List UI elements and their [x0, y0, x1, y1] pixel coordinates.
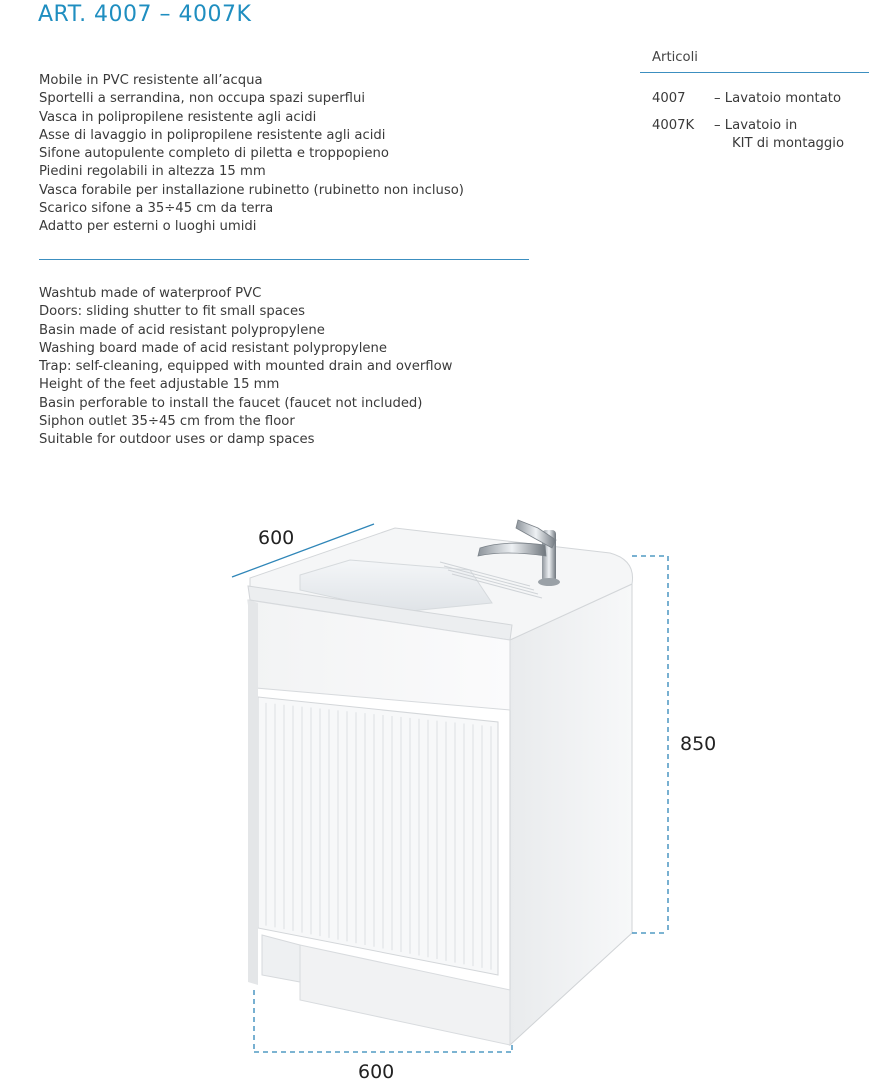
desc-en-line: Washtub made of waterproof PVC	[39, 286, 262, 301]
desc-it-line: Mobile in PVC resistente all’acqua	[39, 73, 263, 88]
desc-it-line: Piedini regolabili in altezza 15 mm	[39, 164, 266, 180]
desc-it-line: Sifone autopulente completo di piletta e troppopieno	[39, 146, 389, 162]
depth-dimension-label: 600	[258, 527, 295, 549]
desc-it-line: Asse di lavaggio in polipropilene resistente agli acidi	[39, 127, 386, 143]
desc-en-line: Basin perforable to install the faucet (faucet not included)	[39, 395, 423, 411]
desc-it-line: Vasca in polipropilene resistente agli acidi	[39, 109, 317, 125]
page-title: ART. 4007 – 4007K	[38, 2, 252, 27]
desc-en-line: Trap: self-cleaning, equipped with mounted drain and overflow	[39, 359, 453, 375]
sliding-shutter-door	[258, 697, 498, 975]
desc-en-line: Siphon outlet 35÷45 cm from the floor	[39, 414, 295, 430]
desc-it-line: Scarico sifone a 35÷45 cm da terra	[39, 201, 274, 217]
article-description: – Lavatoio in	[714, 118, 798, 133]
article-code: 4007K	[652, 118, 695, 133]
desc-en-line: Height of the feet adjustable 15 mm	[39, 377, 280, 393]
cabinet-side-panel	[510, 584, 632, 1045]
height-dimension-label: 850	[680, 733, 717, 755]
article-code: 4007	[652, 91, 686, 106]
desc-en-line: Doors: sliding shutter to fit small spaces	[39, 304, 306, 320]
desc-it-line: Adatto per esterni o luoghi umidi	[39, 219, 257, 235]
cabinet-left-frame	[248, 600, 258, 985]
width-dimension-label: 600	[358, 1061, 395, 1083]
desc-it-line: Sportelli a serrandina, non occupa spazi superflui	[39, 91, 365, 107]
desc-it-line: Vasca forabile per installazione rubinetto (rubinetto non incluso)	[39, 182, 464, 198]
desc-en-line: Suitable for outdoor uses or damp spaces	[39, 432, 315, 448]
desc-en-line: Washing board made of acid resistant polypropylene	[39, 340, 387, 356]
article-description: – Lavatoio montato	[714, 91, 842, 106]
cabinet-base-opening	[262, 935, 300, 982]
desc-en-line: Basin made of acid resistant polypropylene	[39, 322, 325, 338]
article-description-cont: KIT di montaggio	[732, 136, 845, 151]
articoli-heading: Articoli	[652, 50, 698, 65]
